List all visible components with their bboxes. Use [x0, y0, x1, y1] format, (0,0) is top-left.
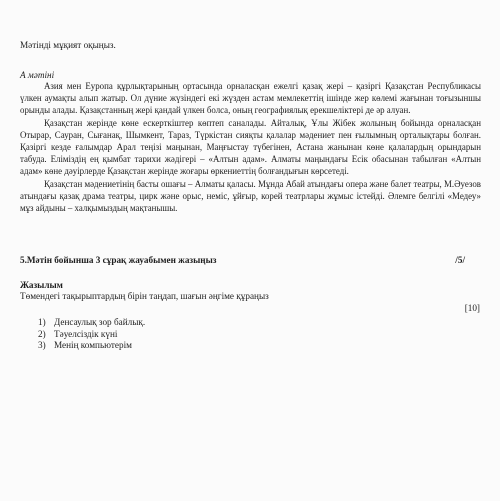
task-5-label: 5.Мәтін бойынша 3 сұрақ жауабымен жазыңыз [20, 255, 217, 265]
reading-instruction: Мәтінді мұқият оқыңыз. [20, 40, 116, 50]
topic-text: Денсаулық зор байлық. [54, 317, 146, 327]
topic-item [38, 340, 145, 352]
passage-paragraph: Қазақстан жерінде көне ескерткіштер көптеп саналады. Айталық, Ұлы Жібек жолының бойында орналасқан Отырар, Сауран, Сығанақ, Шымкент, Тараз, Түркістан сияқты қалалар мәдениет пен ғылымның орталықтары болған. Қазіргі кезде ғалымдар Арал теңізі маңынан, Маңғыстау түбегінен, Астана жанынан көне қалалардың орындарын табуда. Еліміздің ең қымбат тарихи жәдігері – «Алтын адам». Алматы маңындағы Есік обасынан табылған «Алтын адам» көне дәуірлерде Қазақстан жерінде жоғары өркениеттің болғандығын көрсетеді. [20, 117, 481, 177]
passage-paragraph: Азия мен Еуропа құрлықтарының ортасында орналасқан ежелгі қазақ жері – қазіргі Қазақстан Республикасы үлкен аумақты алып жатыр. Ол дүние жүзіндегі екі жүзден астам мемлекеттің ішінде жер көлемі жағынан тоғызыншы орынды алады. Қазақстанның жері қандай үлкен болса, оның географиялық ерекшеліктері де әр алуан. [20, 81, 481, 116]
topic-text: Менің компьютерім [54, 340, 132, 350]
topic-number: 2) [38, 328, 46, 339]
topic-item [38, 317, 145, 329]
writing-score: [10] [464, 303, 480, 313]
writing-instruction: Төмендегі тақырыптардың бірін таңдап, шағын әңгіме құраңыз [20, 291, 269, 301]
topic-number: 1) [38, 317, 46, 327]
topic-number: 3) [38, 340, 46, 350]
topic-list [38, 317, 145, 352]
topic-item [38, 329, 145, 341]
reading-passage [20, 80, 481, 214]
task-5-row [20, 255, 465, 265]
topic-text: Тәуелсіздік күні [54, 328, 118, 339]
task-5-score: /5/ [455, 255, 465, 265]
writing-section-title: Жазылым [20, 280, 63, 290]
passage-paragraph: Қазақстан мәдениетінің басты ошағы – Алматы қаласы. Мұнда Абай атындағы опера және балет театры, М.Әуезов атындағы қазақ драма театры, цирк және орыс, неміс, ұйғыр, корей театрлары жұмыс істейді. Әлемге белгілі «Медеу» мұз айдыны – халқымыздың мақтанышы. [20, 178, 481, 214]
text-a-label: А мәтіні [20, 70, 55, 80]
